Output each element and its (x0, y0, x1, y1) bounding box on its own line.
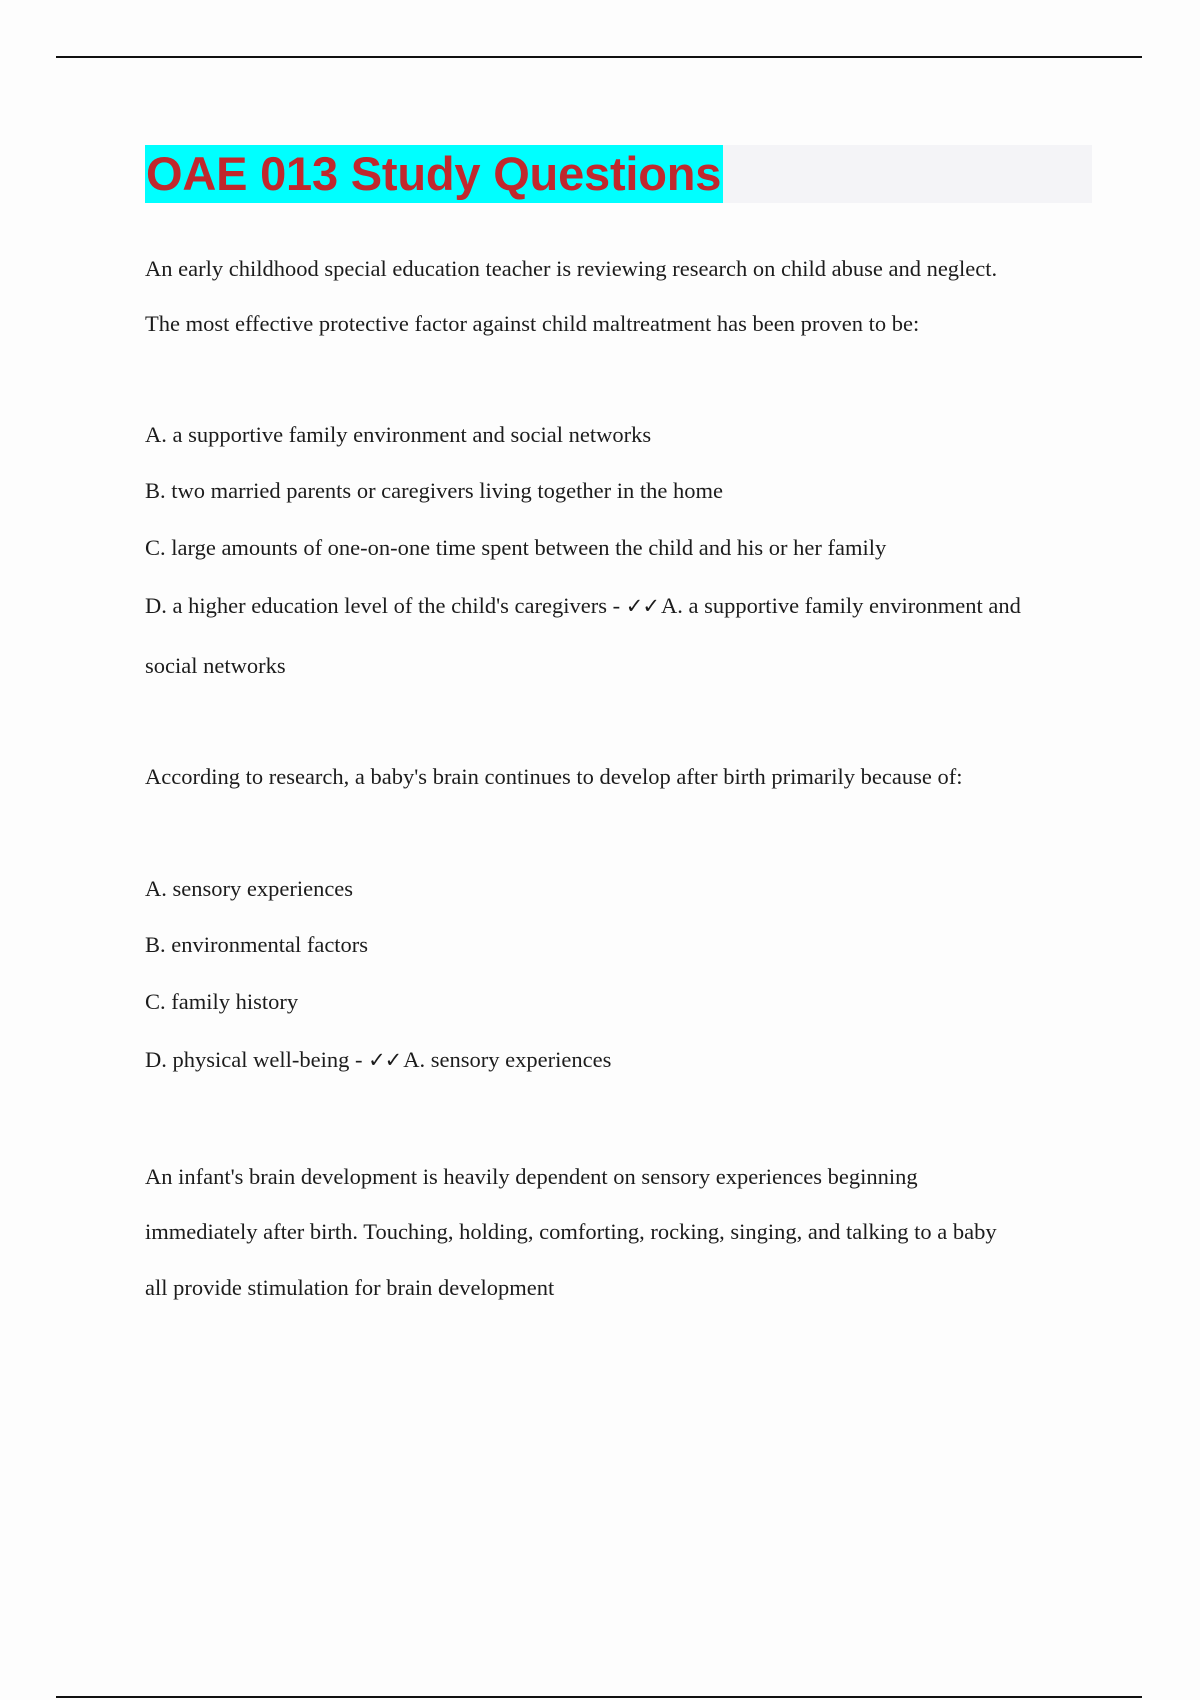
q2-stem: According to research, a baby's brain continues to develop after birth primarily because of: (145, 764, 963, 789)
header-rule (56, 56, 1142, 58)
explanation-line-1: An infant's brain development is heavily dependent on sensory experiences beginning (145, 1164, 918, 1189)
q1-answer-continued: social networks (145, 653, 286, 678)
document-title: OAE 013 Study Questions (145, 145, 723, 203)
q2-option-c: C. family history (145, 989, 299, 1014)
checkmark-icon: ✓✓ (625, 594, 659, 618)
explanation-line-2: immediately after birth. Touching, holding, comforting, rocking, singing, and talking to a baby (145, 1219, 997, 1244)
q1-option-d-line (145, 593, 1021, 619)
q1-option-c: C. large amounts of one-on-one time spent between the child and his or her family (145, 535, 887, 560)
checkmark-icon: ✓✓ (368, 1048, 402, 1072)
footer-rule (56, 1696, 1142, 1698)
q1-answer: A. a supportive family environment and (660, 593, 1021, 618)
q2-option-a: A. sensory experiences (145, 876, 354, 901)
q2-option-d-line (145, 1047, 611, 1073)
q1-option-a: A. a supportive family environment and social networks (145, 422, 652, 447)
q1-stem-line-2: The most effective protective factor against child maltreatment has been proven to be: (145, 311, 920, 336)
explanation-line-3: all provide stimulation for brain development (145, 1275, 555, 1300)
q1-option-d: D. a higher education level of the child's caregivers - (145, 593, 626, 618)
q2-option-b: B. environmental factors (145, 932, 369, 957)
q2-option-d: D. physical well-being - (145, 1047, 369, 1072)
q1-stem-line-1: An early childhood special education teacher is reviewing research on child abuse and neglect. (145, 256, 998, 281)
q1-option-b: B. two married parents or caregivers living together in the home (145, 478, 723, 503)
q2-answer: A. sensory experiences (403, 1047, 612, 1072)
